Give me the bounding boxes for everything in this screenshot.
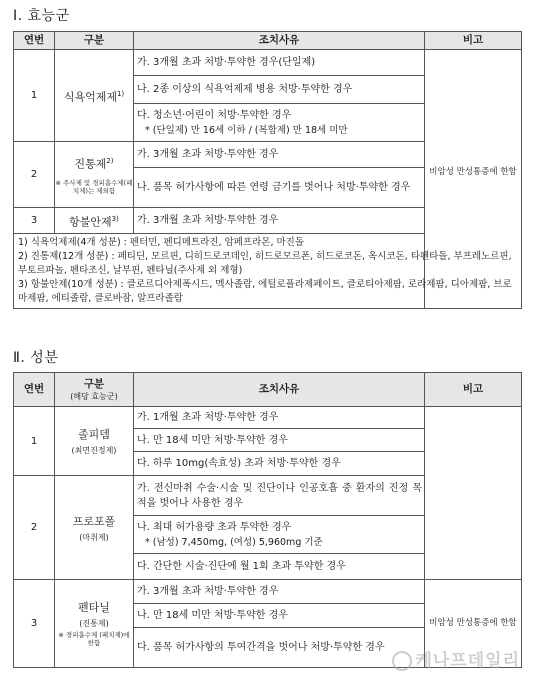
ingredient-group: (진통제): [79, 619, 109, 628]
reason-subnote: * (남성) 7,450mg, (여성) 5,960mg 기준: [145, 536, 323, 548]
ingredient-name: 프로포폴: [72, 514, 116, 528]
header-remark: 비고: [425, 373, 522, 407]
row-no: 3: [14, 208, 55, 234]
ingredient-group: (마취제): [79, 532, 109, 542]
remark-cell-empty: [425, 407, 522, 580]
reason-cell: 다. 간단한 시술·진단에 월 1회 초과 투약한 경우: [134, 554, 425, 580]
footnote-2: 2) 진통제(12개 성분) : 페티딘, 모르핀, 디히드로코데인, 히드로모르폰, 히드로코돈, 옥시코돈, 타펜타돌, 부프레노르핀, 부토르파놀, 펜타조신, 날부핀, 펜타닐(주사제 외 제형): [18, 251, 512, 276]
ingredient-group: (최면진정제): [71, 446, 117, 455]
reason-cell: 가. 전신마취 수술·시술 및 진단이나 인공호흡 중 환자의 진정 목적을 벗어나 사용한 경우: [134, 476, 425, 516]
header-category: 구분: [55, 32, 134, 50]
footnote-1: 1) 식욕억제제(4개 성분) : 펜터민, 펜디메트라진, 암페프라몬, 마진돌: [18, 237, 305, 248]
section2-title: Ⅱ. 성분: [13, 350, 59, 366]
row-category: [55, 50, 134, 142]
header-reason: 조치사유: [134, 373, 425, 407]
row-no: 1: [14, 50, 55, 142]
reason-cell: 다. 하루 10mg(속효성) 초과 처방·투약한 경우: [134, 452, 425, 476]
row-no: 1: [14, 407, 55, 476]
row-ingredient: [55, 580, 134, 668]
reason-cell: [134, 516, 425, 554]
reason-subnote: * (단일제) 만 16세 이하 / (복합제) 만 18세 미만: [145, 124, 348, 136]
category-label: 항불안제: [69, 215, 112, 229]
header-category-label: 구분: [83, 378, 105, 390]
header-category: [55, 373, 134, 407]
ingredient-note: ※ 경피흡수제 (패치제)에 한함: [58, 631, 130, 647]
header-no: 연번: [14, 32, 55, 50]
section1-title: Ⅰ. 효능군: [13, 8, 70, 24]
reason-cell: 다. 품목 허가사항의 투여간격을 벗어나 처방·투약한 경우: [134, 628, 425, 668]
row-no: 3: [14, 580, 55, 668]
header-category-sub: (해당 효능군): [70, 392, 118, 401]
remark-text: 비암성 만성통증에 한함: [429, 167, 517, 177]
watermark-text: 케나프데일리: [415, 651, 520, 671]
reason-cell: 가. 3개월 초과 처방·투약한 경우: [134, 142, 425, 168]
category-label: 진통제: [74, 157, 107, 171]
row-no: 2: [14, 142, 55, 208]
footnote-ref: 1): [116, 89, 125, 98]
remark-cell: 비암성 만성통증에 한함: [425, 580, 522, 668]
category-note: ※ 주사제 및 경피흡수제(패치제)는 제외함: [55, 178, 133, 195]
reason-text: 나. 최대 허가용량 초과 투약한 경우: [137, 521, 292, 533]
ingredient-name: 펜타닐: [78, 601, 110, 614]
row-category: [55, 208, 134, 234]
reason-cell: 가. 1개월 초과 처방·투약한 경우: [134, 407, 425, 429]
reason-cell: 나. 2종 이상의 식욕억제제 병용 처방·투약한 경우: [134, 76, 425, 104]
reason-cell: 가. 3개월 초과 처방·투약한 경우(단일제): [134, 50, 425, 76]
reason-text: 다. 청소년·어린이 처방·투약한 경우: [137, 109, 292, 121]
row-ingredient: [55, 407, 134, 476]
ingredient-name: 졸피뎀: [78, 428, 110, 441]
header-remark: 비고: [425, 32, 522, 50]
footnote-ref: 3): [111, 214, 119, 223]
watermark-logo-icon: [392, 651, 412, 671]
watermark: [392, 646, 520, 671]
category-label: 식욕억제제: [63, 90, 117, 104]
footnote-3: 3) 항불안제(10개 성분) : 클로르디아제폭시드, 멕사졸람, 에틸로플라제페이트, 클로티아제팜, 로라제팜, 디아제팜, 브로마제팜, 에티졸람, 클로바잠, 알프라졸람: [18, 279, 512, 304]
header-reason: 조치사유: [134, 32, 425, 50]
reason-cell: 가. 3개월 초과 처방·투약한 경우: [134, 208, 425, 234]
reason-cell: 가. 3개월 초과 처방·투약한 경우: [134, 580, 425, 604]
footnote-ref: 2): [106, 157, 114, 166]
reason-cell: [134, 104, 425, 142]
reason-cell: 나. 만 18세 미만 처방·투약한 경우: [134, 429, 425, 452]
ingredient-table: [13, 372, 522, 668]
row-no: 2: [14, 476, 55, 580]
reason-cell: 나. 품목 허가사항에 따른 연령 금기를 벗어나 처방·투약한 경우: [134, 168, 425, 208]
header-no: 연번: [14, 373, 55, 407]
row-category: [55, 142, 134, 208]
footnotes: [14, 234, 522, 309]
reason-cell: 나. 만 18세 미만 처방·투약한 경우: [134, 604, 425, 628]
row-ingredient: [55, 476, 134, 580]
